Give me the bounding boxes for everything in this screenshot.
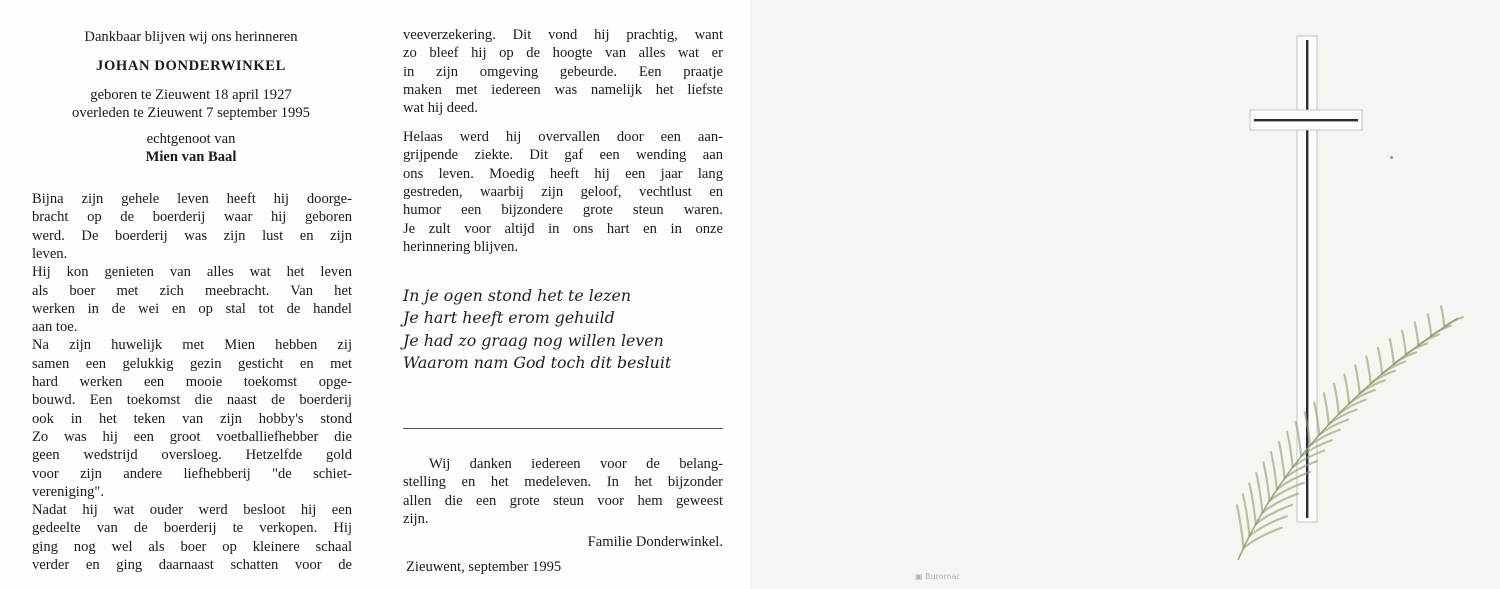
palm-leaf	[1431, 326, 1451, 336]
place-date: Zieuwent, september 1995	[406, 559, 562, 575]
text-line: samen een gelukkig gezin gesticht en met	[32, 355, 352, 372]
poem-line: Waarom nam God toch dit besluit	[403, 353, 672, 373]
printer-mark: ▣ Buromac	[915, 572, 961, 581]
text-line: Hij kon genieten van alles wat het leven	[32, 264, 352, 281]
poem-line: Je hart heeft erom gehuild	[403, 308, 615, 328]
palm-leaf	[1334, 384, 1339, 414]
text-line: vereniging".	[32, 483, 105, 500]
spouse-name: Mien van Baal	[145, 149, 237, 165]
palm-leaf	[1249, 483, 1255, 524]
palm-leaf	[1271, 452, 1277, 489]
palm-leaf	[1243, 494, 1250, 536]
text-line: Na zijn huwelijk met Mien hebben zij	[32, 337, 352, 354]
text-line: ging nog wel als boer op kleinere schaal	[32, 538, 352, 555]
family-signature: Familie Donderwinkel.	[587, 534, 723, 550]
text-line: leven.	[32, 245, 68, 262]
palm-leaf	[1263, 462, 1269, 501]
text-line: Wij danken iedereen voor de belang-	[429, 456, 723, 472]
palm-leaf	[1256, 473, 1262, 513]
palm-leaf	[1402, 331, 1406, 355]
printer-name: Buromac	[925, 572, 961, 581]
palm-leaf	[1344, 375, 1349, 404]
text-line: herinnering blijven.	[403, 238, 519, 255]
text-line: bouwd. Een toekomst die naast de boerderij	[32, 392, 352, 409]
text-line: Je zult voor altijd in ons hart en in onze	[403, 220, 723, 237]
text-line: bracht op de boerderij waar hij geboren	[32, 209, 352, 226]
text-line: ook in het teken van zijn hobby's stond	[32, 410, 352, 427]
palm-leaf	[1279, 442, 1285, 478]
text-line: als boer met zich meebracht. Van het	[32, 282, 352, 299]
palm-leaf	[1237, 505, 1244, 548]
intro-text: Dankbaar blijven wij ons herinneren	[84, 29, 298, 45]
text-line: zijn.	[403, 510, 429, 527]
poem-line: In je ogen stond het te lezen	[403, 286, 631, 305]
text-line: aan toe.	[32, 319, 78, 336]
spouse-intro: echtgenoot van	[146, 131, 236, 147]
text-line: ons leven. Moedig heeft hij een jaar lang	[403, 165, 723, 182]
text-line: Helaas werd hij overvallen door een aan-	[403, 129, 723, 145]
text-line: Zo was hij een groot voetballiefhebber die	[32, 428, 352, 445]
text-line: in zijn omgeving gebeurde. Een praatje	[403, 63, 723, 80]
text-line: stelling en het medeleven. In het bijzonder	[403, 474, 723, 491]
palm-leaf	[1428, 314, 1431, 336]
palm-leaf	[1366, 357, 1370, 384]
palm-branch-icon	[1237, 306, 1463, 560]
palm-leaf	[1355, 366, 1359, 394]
deceased-name: JOHAN DONDERWINKEL	[96, 58, 286, 74]
palm-leaf	[1378, 348, 1382, 374]
text-line: voor zijn andere liefhebberij "de schiet-	[32, 465, 352, 482]
text-line: Nadat hij wat ouder werd besloot hij een	[32, 502, 352, 519]
text-line: werken in de wei en op stal tot de handel	[32, 300, 352, 317]
text-line: verder en ging daarnaast schatten voor de	[32, 557, 352, 573]
text-line: humor een bijzondere grote steun waren.	[403, 202, 723, 219]
text-line: hard werken een mooie toekomst opge-	[32, 374, 352, 390]
cross-horizontal-line	[1254, 119, 1358, 121]
palm-leaf	[1324, 393, 1329, 424]
palm-leaf	[1444, 317, 1463, 327]
text-line: gedeelte van de boerderij te verkopen. Hij	[32, 520, 352, 537]
text-line: werd. De boerderij was zijn lust en zijn	[32, 227, 352, 244]
text-line: zo bleef hij op de hoogte van alles wat er	[403, 45, 723, 62]
birth-line: geboren te Zieuwent 18 april 1927	[90, 87, 292, 103]
palm-leaf	[1390, 339, 1394, 364]
text-line: gestreden, waarbij zijn geloof, vechtlust en	[403, 183, 723, 200]
poem-line: Je had zo graag nog willen leven	[403, 330, 664, 350]
palm-leaf	[1287, 432, 1293, 467]
print-speck	[1390, 156, 1393, 159]
text-line: Bijna zijn gehele leven heeft hij doorge-	[32, 191, 352, 207]
text-line: geen wedstrijd oversloeg. Hetzelfde gold	[32, 447, 352, 464]
text-line: grijpende ziekte. Dit gaf een wending aan	[403, 147, 723, 164]
death-line: overleden te Zieuwent 7 september 1995	[72, 105, 310, 121]
text-line: allen die een grote steun voor hem geweest	[403, 492, 723, 509]
palm-leaf	[1415, 323, 1419, 346]
palm-leaf	[1441, 306, 1444, 327]
text-line: wat hij deed.	[403, 100, 478, 117]
palm-leaf	[1418, 335, 1438, 346]
text-line: maken met iedereen was namelijk het liefste	[403, 81, 723, 98]
text-line: veeverzekering. Dit vond hij prachtig, want	[403, 27, 723, 43]
